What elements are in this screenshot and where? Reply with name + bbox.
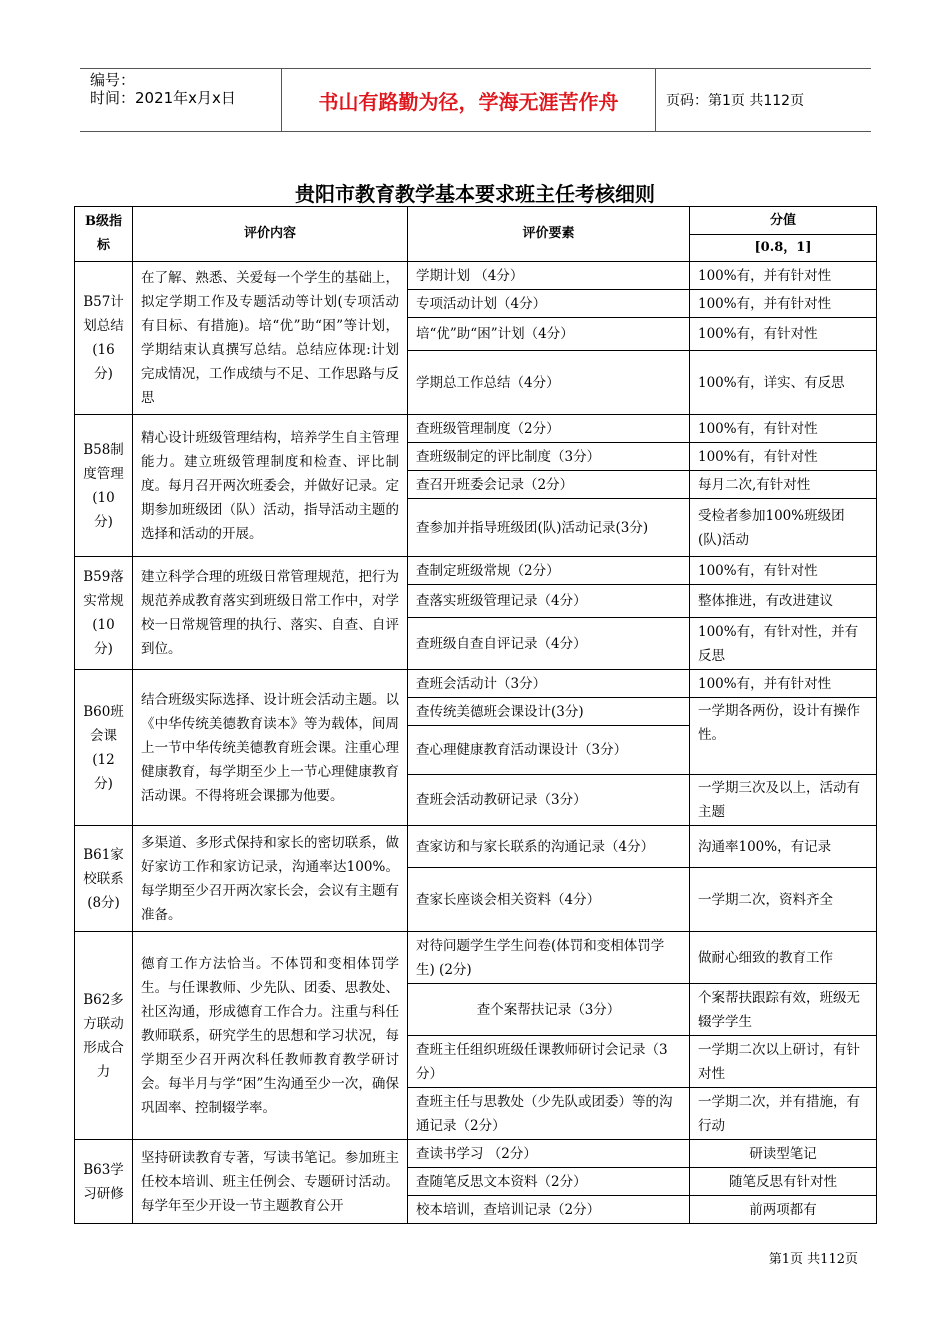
header-page-info: 页码：第1页 共112页 [666, 93, 805, 109]
b59-element-3: 查班级自查自评记录（4分） [408, 618, 690, 670]
document-header [80, 68, 871, 132]
b61-score-2: 一学期二次，资料齐全 [690, 868, 877, 932]
assessment-table [74, 206, 877, 1224]
page-footer: 第1页 共112页 [768, 1252, 858, 1267]
b59-element-2: 查落实班级管理记录（4分） [408, 585, 690, 618]
b60-content: 结合班级实际选择、设计班会活动主题。以《中华传统美德教育读本》等为载体，间周上一节中华传统美德教育班会课。注重心理健康教育，每学期至少上一节心理健康教育活动课。不得将班会课挪为他要。 [133, 670, 408, 826]
b61-element-1: 查家访和与家长联系的沟通记录（4分） [408, 826, 690, 868]
document-title: 贵阳市教育教学基本要求班主任考核细则 [295, 182, 655, 206]
header-number: 编号： [90, 71, 136, 89]
b58-score-2: 100%有，有针对性 [690, 443, 877, 471]
table-row [75, 1140, 877, 1168]
b61-content: 多渠道、多形式保持和家长的密切联系，做好家访工作和家访记录，沟通率达100%。每学期至少召开两次家长会，会议有主题有准备。 [133, 826, 408, 932]
b62-element-4: 查班主任与思教处（少先队或团委）等的沟通记录（2分） [408, 1088, 690, 1140]
b58-content: 精心设计班级管理结构，培养学生自主管理能力。建立班级管理制度和检查、评比制度。每月召开两次班委会，并做好记录。定期参加班级团（队）活动，指导活动主题的选择和活动的开展。 [133, 415, 408, 557]
b60-element-2: 查传统美德班会课设计(3分) [408, 698, 690, 726]
b59-label: B59落实常规(10分) [75, 557, 133, 670]
b60-element-1: 查班会活动计（3分） [408, 670, 690, 698]
b63-score-3: 前两项都有 [690, 1196, 877, 1224]
b59-score-2: 整体推进，有改进建议 [690, 585, 877, 618]
b60-score-1: 100%有，并有针对性 [690, 670, 877, 698]
b61-label: B61家校联系(8分) [75, 826, 133, 932]
b57-score-1: 100%有，并有针对性 [690, 262, 877, 290]
b63-element-1: 查读书学习 （2分） [408, 1140, 690, 1168]
header-elements: 评价要素 [408, 207, 690, 262]
b62-element-1: 对待问题学生学生问卷(体罚和变相体罚学生) (2分) [408, 932, 690, 984]
b58-element-1: 查班级管理制度（2分） [408, 415, 690, 443]
header-b-level: B级指标 [75, 207, 133, 262]
b57-score-2: 100%有，并有针对性 [690, 290, 877, 318]
b59-score-3: 100%有，有针对性，并有反思 [690, 618, 877, 670]
b62-content: 德育工作方法恰当。不体罚和变相体罚学生。与任课教师、少先队、团委、思教处、社区沟通，形成德育工作合力。注重与科任教师联系，研究学生的思想和学习状况，每学期至少召开两次科任教师教育教学研讨会。每半月与学“困”生沟通至少一次，确保巩固率、控制辍学率。 [133, 932, 408, 1140]
b57-element-1: 学期计划 （4分） [408, 262, 690, 290]
b60-label: B60班会课(12分) [75, 670, 133, 826]
b58-score-1: 100%有，有针对性 [690, 415, 877, 443]
b63-score-1: 研读型笔记 [690, 1140, 877, 1168]
b57-score-3: 100%有，有针对性 [690, 318, 877, 351]
b61-element-2: 查家长座谈会相关资料（4分） [408, 868, 690, 932]
b62-score-1: 做耐心细致的教育工作 [690, 932, 877, 984]
b57-content: 在了解、熟悉、关爱每一个学生的基础上，拟定学期工作及专题活动等计划(专项活动有目标、有措施)。培“优”助“困”等计划，学期结束认真撰写总结。总结应体现:计划完成情况，工作成绩与不足、工作思路与反思 [133, 262, 408, 415]
table-row [75, 670, 877, 698]
b59-element-1: 查制定班级常规（2分） [408, 557, 690, 585]
b58-score-4: 受检者参加100%班级团(队)活动 [690, 499, 877, 557]
b63-label: B63学习研修 [75, 1140, 133, 1224]
header-meta [80, 69, 281, 131]
b57-label: B57计划总结(16分) [75, 262, 133, 415]
b63-element-3: 校本培训，查培训记录（2分） [408, 1196, 690, 1224]
b62-score-3: 一学期二次以上研讨，有针对性 [690, 1036, 877, 1088]
b58-element-2: 查班级制定的评比制度（3分） [408, 443, 690, 471]
b57-score-4: 100%有，详实、有反思 [690, 351, 877, 415]
b59-content: 建立科学合理的班级日常管理规范，把行为规范养成教育落实到班级日常工作中，对学校一日常规管理的执行、落实、自查、自评到位。 [133, 557, 408, 670]
header-score: 分值 [690, 207, 877, 235]
b62-element-2: 查个案帮扶记录（3分） [408, 984, 690, 1036]
b57-element-2: 专项活动计划（4分） [408, 290, 690, 318]
b57-element-3: 培“优”助“困”计划（4分） [408, 318, 690, 351]
b60-score-4: 一学期三次及以上，活动有主题 [690, 775, 877, 826]
b63-element-2: 查随笔反思文本资料（2分） [408, 1168, 690, 1196]
b62-label: B62多方联动形成合力 [75, 932, 133, 1140]
table-header-row [75, 207, 877, 235]
b60-score-2: 一学期各两份，设计有操作性。 [690, 698, 877, 775]
header-motto: 书山有路勤为径，学海无涯苦作舟 [281, 69, 656, 131]
b62-score-4: 一学期二次，并有措施，有行动 [690, 1088, 877, 1140]
b61-score-1: 沟通率100%，有记录 [690, 826, 877, 868]
table-row [75, 826, 877, 868]
table-row [75, 557, 877, 585]
b63-score-2: 随笔反思有针对性 [690, 1168, 877, 1196]
b63-content: 坚持研读教育专著，写读书笔记。参加班主任校本培训、班主任例会、专题研讨活动。每学年至少开设一节主题教育公开 [133, 1140, 408, 1224]
header-score-range: [0.8，1] [690, 235, 877, 262]
b60-element-4: 查班会活动教研记录（3分） [408, 775, 690, 826]
b58-element-4: 查参加并指导班级团(队)活动记录(3分) [408, 499, 690, 557]
b59-score-1: 100%有，有针对性 [690, 557, 877, 585]
b60-element-3: 查心理健康教育活动课设计（3分） [408, 726, 690, 775]
b58-label: B58制度管理(10分) [75, 415, 133, 557]
header-content: 评价内容 [133, 207, 408, 262]
b57-element-4: 学期总工作总结（4分） [408, 351, 690, 415]
b62-element-3: 查班主任组织班级任课教师研讨会记录（3分） [408, 1036, 690, 1088]
b58-element-3: 查召开班委会记录（2分） [408, 471, 690, 499]
b58-score-3: 每月二次,有针对性 [690, 471, 877, 499]
table-row [75, 415, 877, 443]
header-time: 时间：2021年x月x日 [90, 89, 236, 107]
table-row [75, 932, 877, 984]
b62-score-2: 个案帮扶跟踪有效，班级无辍学学生 [690, 984, 877, 1036]
table-row [75, 262, 877, 290]
